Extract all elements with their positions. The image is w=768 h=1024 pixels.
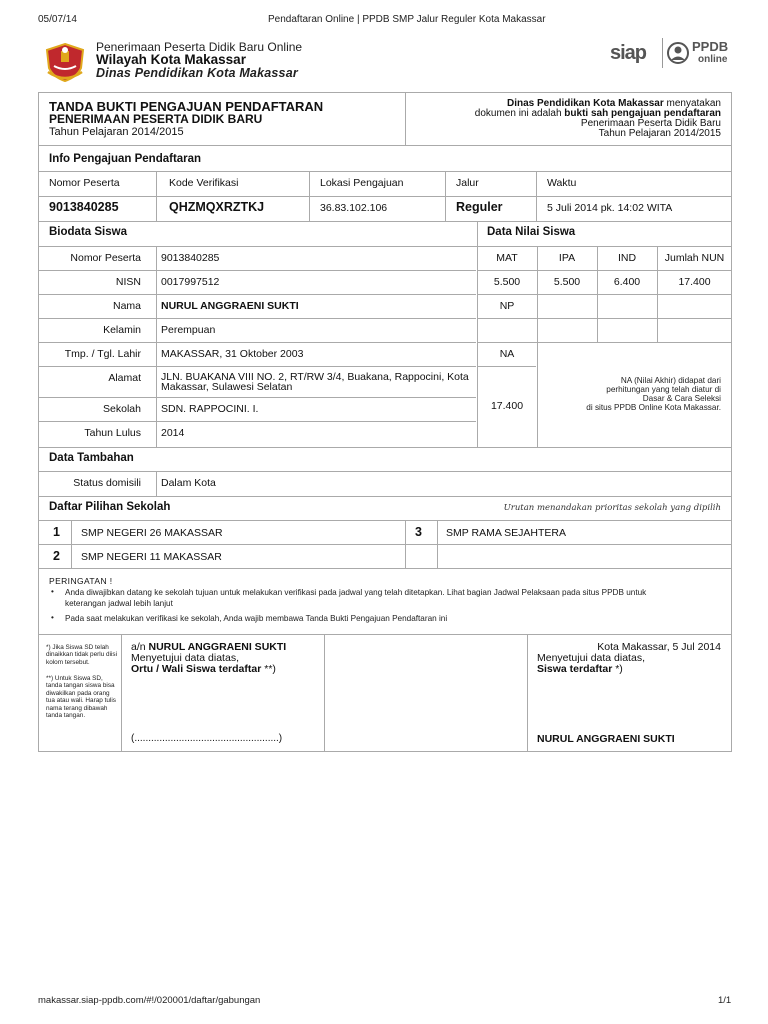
print-title: Pendaftaran Online | PPDB SMP Jalur Reguler Kota Makassar [268, 14, 546, 25]
nilai-np-label: NP [499, 300, 515, 312]
validity-statement-line-3: Penerimaan Peserta Didik Baru [580, 118, 721, 129]
nilai-value-jumlah: 17.400 [678, 276, 711, 288]
biodata-label-nama: Nama [112, 300, 141, 312]
validity-statement-line-2: dokumen ini adalah bukti sah pengajuan pendaftaran [474, 108, 721, 119]
print-page-number: 1/1 [718, 995, 732, 1006]
online-logo-text: online [698, 54, 728, 65]
pilihan-number-1: 1 [53, 525, 60, 539]
parent-approval-text: Menyetujui data diatas, [131, 652, 239, 664]
parent-signer-name: a/n NURUL ANGGRAENI SUKTI [131, 641, 287, 653]
ppdb-emblem-icon [666, 40, 690, 66]
info-header-waktu: Waktu [547, 177, 577, 189]
pilihan-priority-note: Urutan menandakan prioritas sekolah yang dipilih [503, 503, 721, 513]
na-note-line-4: di situs PPDB Online Kota Makassar. [586, 403, 721, 412]
peringatan-heading: PERINGATAN ! [49, 576, 113, 586]
student-signer-role: Siswa terdaftar *) [537, 663, 623, 675]
biodata-value-lahir: MAKASSAR, 31 Oktober 2003 [161, 348, 304, 360]
receipt-title: TANDA BUKTI PENGAJUAN PENDAFTARAN [49, 99, 324, 114]
info-value-nomor: 9013840285 [49, 200, 119, 214]
signature-note-1: *) Jika Siswa SD telah dinaikkan tidak perlu diisi kolom tersebut. [46, 644, 118, 666]
tambahan-section-heading: Data Tambahan [49, 452, 134, 464]
nilai-na-label: NA [499, 348, 515, 360]
info-value-lokasi: 36.83.102.106 [320, 202, 388, 214]
info-header-nomor: Nomor Peserta [49, 177, 120, 189]
letterhead-line-2: Wilayah Kota Makassar [96, 52, 246, 67]
parent-signature-line: (....................................................) [131, 733, 283, 744]
nilai-value-mat: 5.500 [493, 276, 521, 288]
signature-note-2: **) Untuk Siswa SD, tanda tangan siswa bisa diwakilkan pada orang tua atau wali. Harap tulis nama terang dibawah tanda tangan. [46, 675, 116, 720]
signing-place-date: Kota Makassar, 5 Jul 2014 [597, 641, 721, 653]
biodata-label-nisn: NISN [115, 276, 141, 288]
pilihan-number-3: 3 [415, 525, 422, 539]
info-header-lokasi: Lokasi Pengajuan [320, 177, 404, 189]
print-url: makassar.siap-ppdb.com/#!/020001/daftar/gabungan [38, 995, 261, 1006]
biodata-value-kelamin: Perempuan [161, 324, 216, 336]
student-approval-text: Menyetujui data diatas, [537, 652, 645, 664]
biodata-value-sekolah: SDN. RAPPOCINI. I. [161, 403, 259, 415]
receipt-year: Tahun Pelajaran 2014/2015 [49, 126, 184, 138]
parent-signer-role: Ortu / Wali Siswa terdaftar **) [131, 663, 276, 675]
validity-statement-line-4: Tahun Pelajaran 2014/2015 [598, 128, 721, 139]
biodata-value-nisn: 0017997512 [161, 276, 220, 288]
ppdb-logos [608, 36, 734, 72]
peringatan-bullet-2-icon: • [51, 613, 54, 622]
na-note-line-3: Dasar & Cara Seleksi [642, 394, 721, 403]
tambahan-label-domisili: Status domisili [73, 477, 141, 489]
biodata-label-kelamin: Kelamin [103, 324, 141, 336]
biodata-label-lahir: Tmp. / Tgl. Lahir [64, 348, 141, 360]
siap-logo: siap [610, 42, 647, 64]
biodata-value-nama: NURUL ANGGRAENI SUKTI [161, 300, 299, 312]
nilai-na-value: 17.400 [490, 400, 524, 412]
info-header-jalur: Jalur [456, 177, 479, 189]
validity-statement-line-1: Dinas Pendidikan Kota Makassar menyatakan [507, 98, 721, 109]
biodata-value-alamat-line-2: Makassar, Sulawesi Selatan [161, 381, 293, 393]
pilihan-number-2: 2 [53, 549, 60, 563]
peringatan-bullet-1-icon: • [51, 587, 54, 596]
biodata-value-nomor: 9013840285 [161, 252, 220, 264]
nilai-value-ind: 6.400 [613, 276, 641, 288]
pilihan-section-heading: Daftar Pilihan Sekolah [49, 501, 171, 513]
tambahan-value-domisili: Dalam Kota [161, 477, 216, 489]
student-signer-name: NURUL ANGGRAENI SUKTI [537, 733, 675, 745]
peringatan-item-2: Pada saat melakukan verifikasi ke sekolah, Anda wajib membawa Tanda Bukti Pengajuan Pendaftaran ini [65, 614, 448, 623]
pilihan-school-1: SMP NEGERI 26 MAKASSAR [81, 527, 223, 539]
peringatan-item-1-cont: keterangan jadwal lebih lanjut [65, 599, 173, 608]
makassar-crest-icon [44, 42, 86, 82]
letterhead-line-1: Penerimaan Peserta Didik Baru Online [96, 40, 303, 54]
biodata-label-alamat: Alamat [108, 372, 141, 384]
receipt-subtitle: PENERIMAAN PESERTA DIDIK BARU [49, 112, 263, 126]
nilai-header-jumlah: Jumlah NUN [664, 252, 725, 264]
biodata-label-lulus: Tahun Lulus [84, 427, 141, 439]
biodata-value-lulus: 2014 [161, 427, 185, 439]
letterhead-line-3: Dinas Pendidikan Kota Makassar [96, 66, 298, 80]
na-note-line-2: perhitungan yang telah diatur di [606, 385, 721, 394]
pilihan-school-3: SMP RAMA SEJAHTERA [446, 527, 567, 539]
info-header-kode: Kode Verifikasi [169, 177, 239, 189]
info-value-jalur: Reguler [456, 200, 503, 214]
biodata-value-alamat: JLN. BUAKANA VIII NO. 2, RT/RW 3/4, Buakana, Rappocini, Kota [161, 371, 469, 383]
peringatan-item-1: Anda diwajibkan datang ke sekolah tujuan untuk melakukan verifikasi pada jadwal yang telah ditetapkan. Lihat bagian Jadwal Pelaksaan pada situs PPDB untuk [65, 588, 647, 597]
receipt-frame [38, 92, 732, 752]
biodata-label-sekolah: Sekolah [103, 403, 141, 415]
biodata-label-nomor: Nomor Peserta [70, 252, 141, 264]
nilai-header-mat: MAT [496, 252, 518, 264]
nilai-header-ipa: IPA [558, 252, 576, 264]
ppdb-logo-text: PPDB [692, 39, 729, 54]
biodata-section-heading: Biodata Siswa [49, 226, 127, 238]
pilihan-school-2: SMP NEGERI 11 MAKASSAR [81, 551, 222, 563]
na-note-line-1: NA (Nilai Akhir) didapat dari [620, 376, 721, 385]
info-value-waktu: 5 Juli 2014 pk. 14:02 WITA [547, 202, 673, 214]
nilai-section-heading: Data Nilai Siswa [487, 226, 576, 238]
print-date: 05/07/14 [38, 14, 77, 25]
nilai-header-ind: IND [617, 252, 637, 264]
info-value-kode: QHZMQXRZTKJ [169, 200, 265, 214]
nilai-value-ipa: 5.500 [553, 276, 581, 288]
info-section-heading: Info Pengajuan Pendaftaran [49, 153, 202, 165]
